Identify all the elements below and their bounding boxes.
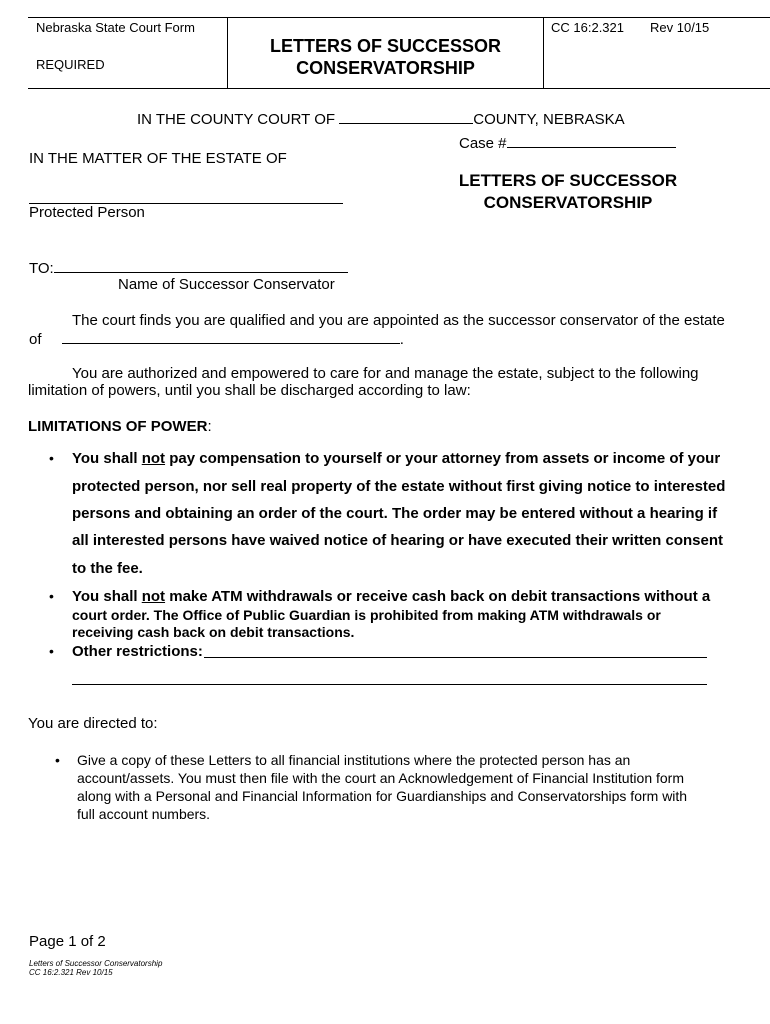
limit1-line4: all interested persons have waived notice of hearing or have executed their written consent <box>72 532 724 549</box>
direct1-line3: along with a Personal and Financial Information for Guardianships and Conservatorships form with <box>77 788 688 804</box>
limitations-heading-text: LIMITATIONS OF POWER <box>28 418 208 435</box>
to-label: TO: <box>29 260 54 277</box>
footer-form-number: CC 16:2.321 Rev 10/15 <box>29 968 113 977</box>
revision: Rev 10/15 <box>650 20 710 35</box>
page-number: Page 1 of 2 <box>29 933 106 950</box>
directed-label: You are directed to: <box>28 715 158 732</box>
successor-name-blank[interactable] <box>54 258 348 273</box>
limit1-not: not <box>141 450 166 467</box>
direct1-bullet: • <box>55 752 60 768</box>
county-blank[interactable] <box>339 109 473 124</box>
court-form-label: Nebraska State Court Form <box>36 20 195 35</box>
direct1-line2: account/assets. You must then file with the court an Acknowledgement of Financial Institution form <box>77 770 685 786</box>
limit2-line1 <box>72 588 710 605</box>
side-title-line2: CONSERVATORSHIP <box>483 193 653 212</box>
limit1-pre: You shall <box>72 450 142 467</box>
form-number: CC 16:2.321 <box>551 20 624 35</box>
limit1-line3: persons and obtaining an order of the court. The order may be entered without a hearing if <box>72 505 718 522</box>
other-restrictions-line1[interactable] <box>204 657 707 658</box>
county-suffix: COUNTY, NEBRASKA <box>473 111 625 128</box>
authorized-line1: You are authorized and empowered to care for and manage the estate, subject to the following <box>72 365 699 382</box>
case-line <box>459 133 676 152</box>
limit1-line5: to the fee. <box>72 560 143 577</box>
limit1-line1 <box>72 450 720 467</box>
direct1-line1: Give a copy of these Letters to all financial institutions where the protected person has an <box>77 752 631 768</box>
authorized-line2: limitation of powers, until you shall be discharged according to law: <box>28 382 471 399</box>
limit3-label: Other restrictions: <box>72 643 203 660</box>
side-title <box>420 170 716 214</box>
limit2-line3: receiving cash back on debit transactions. <box>72 624 355 640</box>
side-title-line1: LETTERS OF SUCCESSOR <box>458 171 678 190</box>
limit2-post: make ATM withdrawals or receive cash back on debit transactions without a <box>165 588 711 605</box>
direct1-line4: full account numbers. <box>77 806 211 822</box>
estate-name-blank[interactable] <box>62 329 400 344</box>
case-number-blank[interactable] <box>507 133 676 148</box>
county-line <box>137 109 625 128</box>
matter-label: IN THE MATTER OF THE ESTATE OF <box>29 150 287 167</box>
required-label: REQUIRED <box>36 57 105 72</box>
limit1-bullet: • <box>49 450 54 466</box>
limitations-heading <box>28 418 212 435</box>
finding-period: . <box>399 331 404 348</box>
limitations-colon: : <box>207 418 212 435</box>
county-prefix: IN THE COUNTY COURT OF <box>137 111 336 128</box>
other-restrictions-line2[interactable] <box>72 684 707 685</box>
form-title <box>228 35 543 79</box>
limit1-line2: protected person, nor sell real property of the estate without first giving notice to interested <box>72 478 726 495</box>
footer-form-name: Letters of Successor Conservatorship <box>29 959 163 968</box>
finding-line2 <box>29 329 404 348</box>
limit2-bullet: • <box>49 588 54 604</box>
limit1-post: pay compensation to yourself or your attorney from assets or income of your <box>165 450 721 467</box>
finding-line1: The court finds you are qualified and you are appointed as the successor conservator of the estate <box>72 312 725 329</box>
limit2-line2: court order. The Office of Public Guardian is prohibited from making ATM withdrawals or <box>72 607 661 623</box>
limit3-bullet: • <box>49 643 54 659</box>
header-bottom-rule <box>28 88 770 89</box>
form-title-line1: LETTERS OF SUCCESSOR <box>269 36 502 56</box>
to-line <box>29 258 348 277</box>
limit2-pre: You shall <box>72 588 142 605</box>
finding-of: of <box>29 331 42 348</box>
form-title-line2: CONSERVATORSHIP <box>296 58 475 78</box>
successor-label: Name of Successor Conservator <box>118 276 335 293</box>
header-top-rule <box>28 17 770 18</box>
case-label: Case # <box>459 135 507 152</box>
header-divider-right <box>543 17 544 89</box>
protected-person-label: Protected Person <box>29 204 145 221</box>
limit2-not: not <box>141 588 166 605</box>
